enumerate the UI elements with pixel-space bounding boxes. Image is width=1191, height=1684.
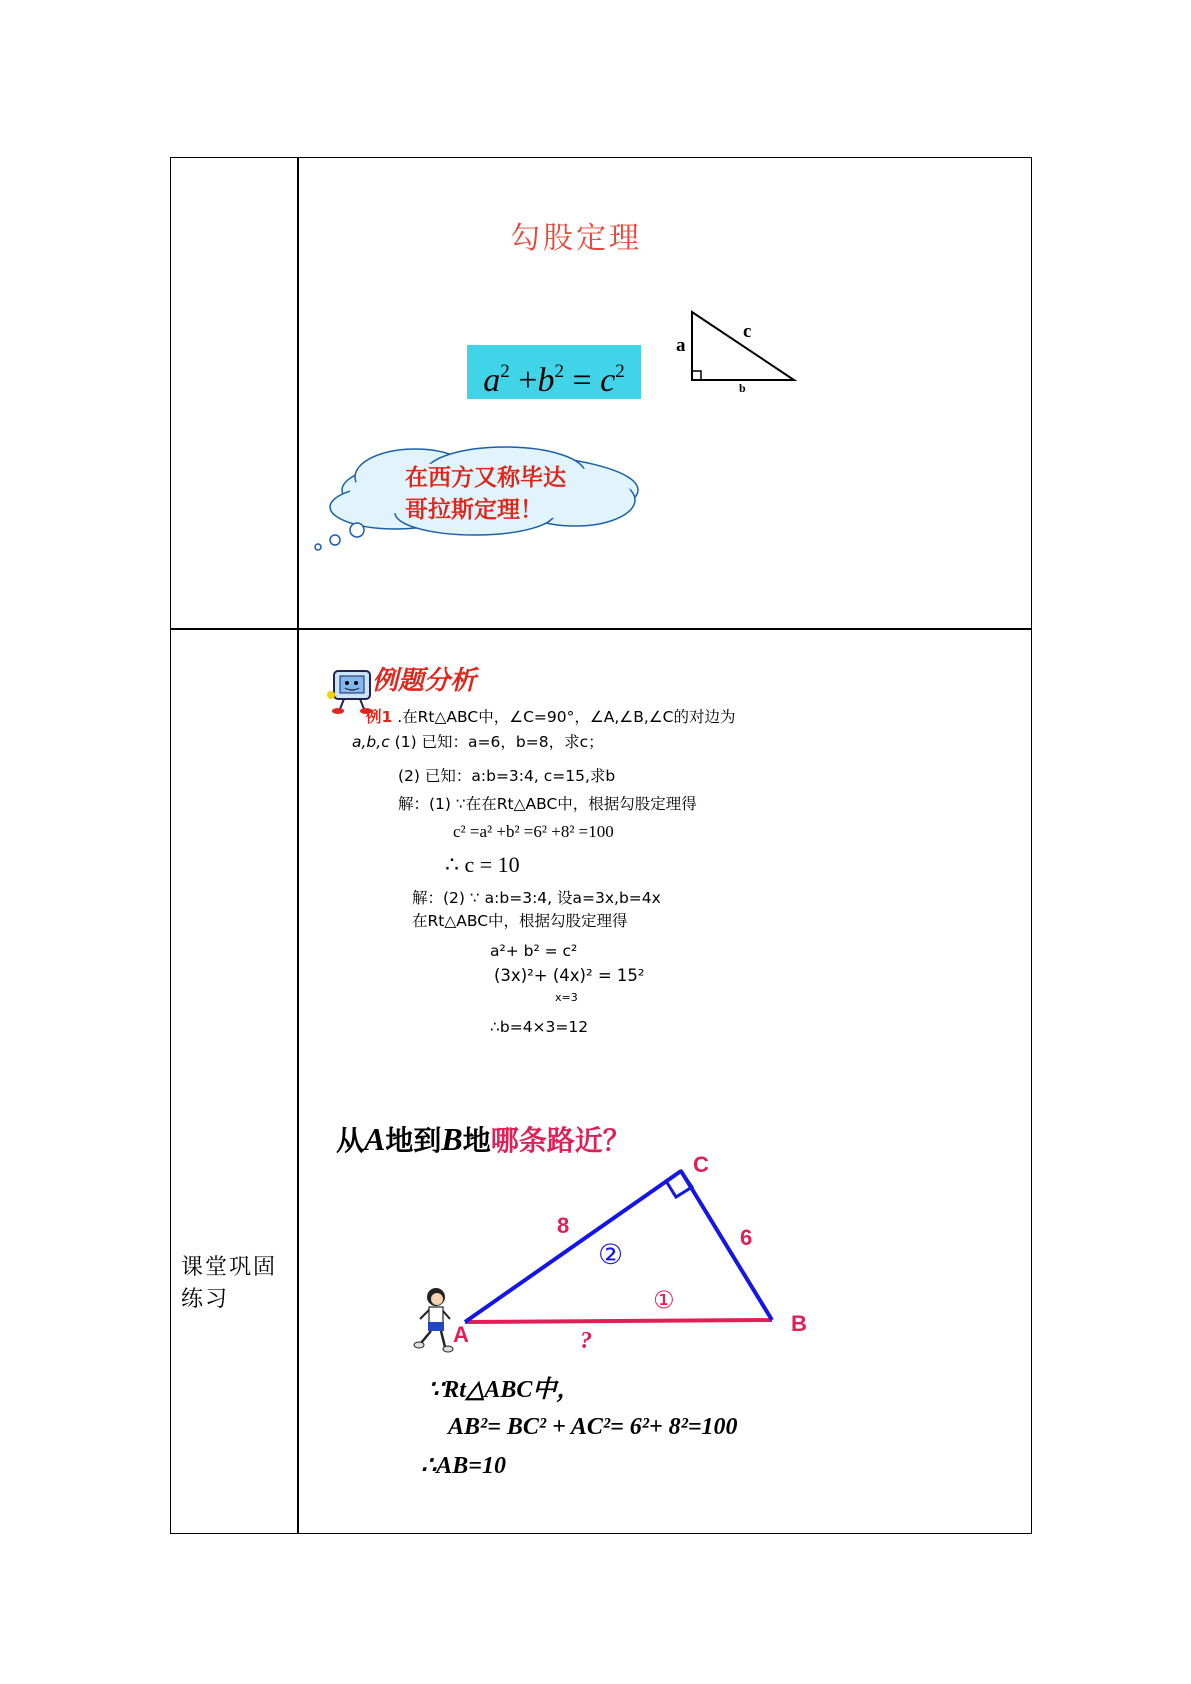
row-label-line1: 课堂巩固 xyxy=(181,1255,278,1280)
triangle-label-c: c xyxy=(743,321,752,342)
proof-line1: ∵Rt△ABC中， xyxy=(428,1377,581,1403)
vertex-b-label: B xyxy=(791,1311,807,1336)
example-statement: .在Rt△ABC中，∠C=90°，∠A,∠B,∠C的对边为 xyxy=(392,708,736,726)
table-row-divider xyxy=(170,628,1032,630)
example-vars: a,b,c xyxy=(352,733,390,751)
solution2-eq1: a²+ b² = c² xyxy=(490,942,578,960)
proof-line3: ∴AB=10 xyxy=(421,1453,506,1479)
row-label xyxy=(181,1252,277,1316)
solution1-eq2: ∴ c = 10 xyxy=(445,852,520,877)
example-part1: (1) 已知：a=6，b=8，求c； xyxy=(394,733,604,751)
vertex-c-label: C xyxy=(693,1152,709,1177)
cloud-text xyxy=(405,462,566,526)
example-line1 xyxy=(366,705,736,727)
cloud-text-line2: 哥拉斯定理！ xyxy=(405,497,543,523)
solution1-line: 解：(1) ∵在在Rt△ABC中，根据勾股定理得 xyxy=(398,795,697,813)
runner-figure-icon xyxy=(412,1285,456,1355)
example-line2 xyxy=(352,730,604,752)
section-title: 例题分析 xyxy=(372,666,477,695)
solution2-line2: 在Rt△ABC中，根据勾股定理得 xyxy=(412,912,628,930)
vertex-a-label: A xyxy=(453,1322,469,1347)
triangle-label-b: b xyxy=(739,381,746,395)
example-tag: 例1 xyxy=(366,708,393,726)
side-bc-length: 6 xyxy=(740,1225,753,1250)
solution2-eq4: ∴b=4×3=12 xyxy=(490,1018,589,1036)
route-1-marker: ① xyxy=(653,1286,675,1314)
triangle-label-a: a xyxy=(676,335,686,356)
cloud-text-line1: 在西方又称毕达 xyxy=(405,465,566,491)
table-column-divider xyxy=(297,157,299,1534)
route-question: 从A地到B地哪条路近？ xyxy=(336,1121,631,1157)
side-ac-length: 8 xyxy=(557,1213,570,1238)
solution2-eq3: x=3 xyxy=(555,991,578,1004)
example-line3: (2) 已知：a:b=3:4, c=15,求b xyxy=(398,767,616,785)
theorem-title: 勾股定理 xyxy=(510,221,642,256)
row-label-line2: 练习 xyxy=(181,1287,230,1312)
unknown-side-marker: ? xyxy=(580,1328,592,1354)
solution1-eq1: c² =a² +b² =6² +8² =100 xyxy=(453,822,614,841)
solution2-line: 解：(2) ∵ a:b=3:4, 设a=3x,b=4x xyxy=(412,889,661,907)
pythagorean-formula: $a^2 +b^2 = c^2$ xyxy=(467,345,641,399)
proof-line2: AB²= BC² + AC²= 6²+ 8²=100 xyxy=(448,1414,738,1440)
solution2-eq2: (3x)²+ (4x)² = 15² xyxy=(494,966,645,985)
route-diagram xyxy=(410,1160,840,1360)
route-2-marker: ② xyxy=(598,1238,624,1271)
